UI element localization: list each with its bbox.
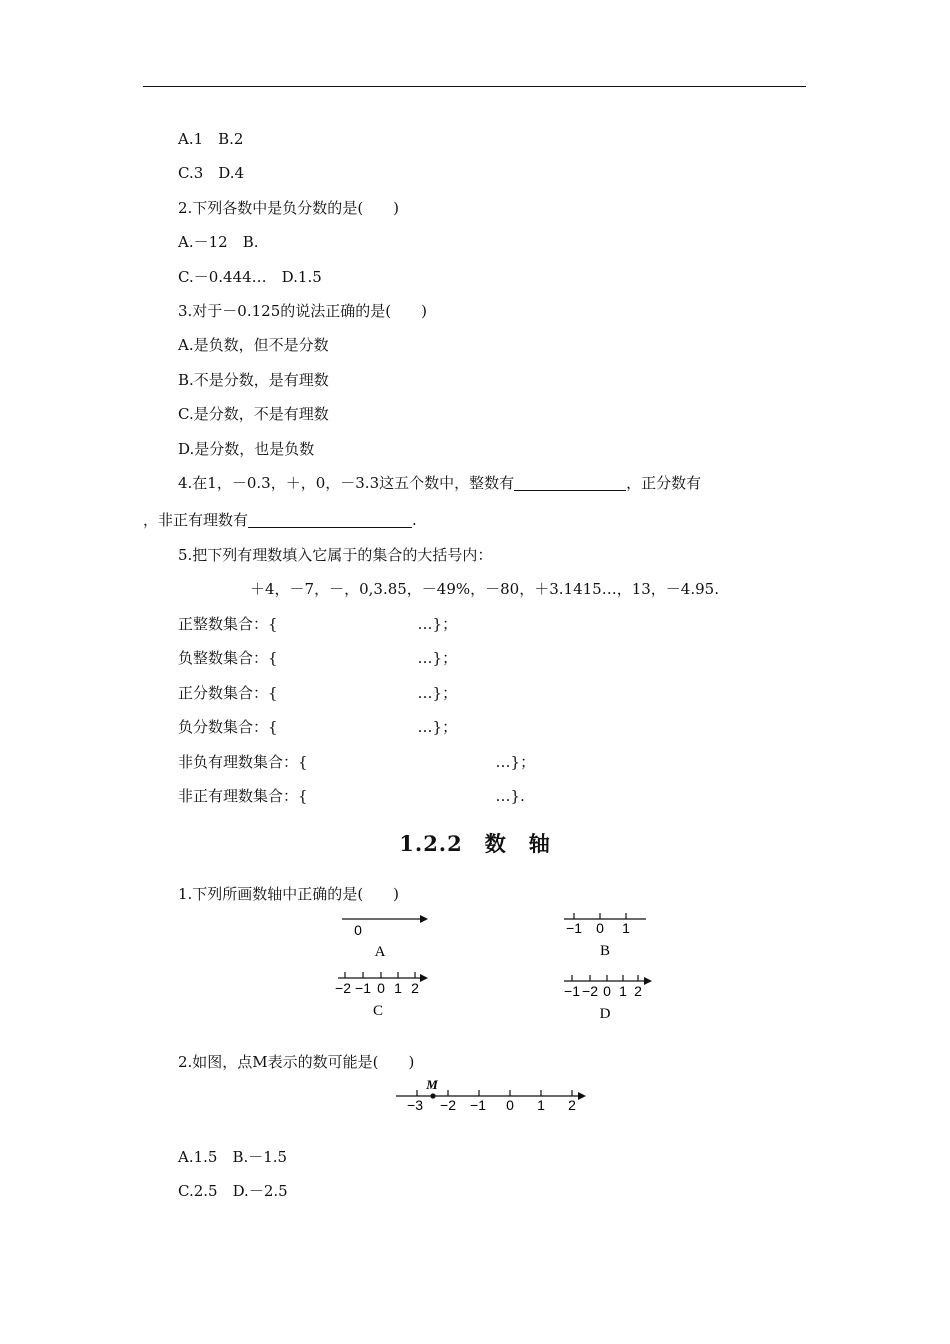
tick-label: 0 <box>377 980 385 996</box>
s2-options-ab: A.1.5 B.－1.5 <box>178 1148 288 1166</box>
tick-label: 1 <box>622 920 630 936</box>
figure-caption: D <box>599 1006 611 1022</box>
q2-stem: 2.下列各数中是负分数的是( ) <box>178 199 400 217</box>
q4-part3: ，非正有理数有 <box>143 511 249 529</box>
point-m-dot <box>430 1093 435 1098</box>
q4-part2: ，正分数有 <box>626 474 702 492</box>
q5-stem: 5.把下列有理数填入它属于的集合的大括号内： <box>178 546 493 564</box>
tick-label: 0 <box>354 922 362 938</box>
tick-label: 0 <box>603 983 611 999</box>
set-negative-integers: 负整数集合：{ …}； <box>178 649 458 667</box>
tick-label: 2 <box>411 980 419 996</box>
tick-label: −2 <box>440 1097 456 1113</box>
q4-line2 <box>143 510 417 530</box>
axis-figure-a <box>336 908 436 964</box>
tick-label: −2 <box>582 983 598 999</box>
axis-arrow-icon <box>420 974 428 982</box>
set-negative-fractions: 负分数集合：{ …}； <box>178 718 458 736</box>
prev-question-options-ab: A.1 B.2 <box>178 130 244 148</box>
tick-label: 1 <box>537 1097 545 1113</box>
q4-end: . <box>412 511 417 529</box>
q4-part1: 4.在1，－0.3，＋，0，－3.3这五个数中，整数有 <box>178 474 515 492</box>
tick-label: −1 <box>564 983 580 999</box>
q2-options-ab: A.－12 B. <box>178 233 259 251</box>
set-positive-integers: 正整数集合：{ …}； <box>178 615 458 633</box>
tick-label: −1 <box>566 920 582 936</box>
figure-caption: A <box>374 944 386 960</box>
s2-stem: 2.如图，点M表示的数可能是( ) <box>178 1053 415 1071</box>
figure-caption: C <box>372 1003 384 1019</box>
q5-numbers: ＋4，－7，－，0,3.85，－49%，－80，＋3.1415…，13，－4.95. <box>250 580 719 598</box>
q4-line1 <box>178 473 701 493</box>
axis-arrow-icon <box>420 915 428 923</box>
tick-label: 0 <box>506 1097 514 1113</box>
q4-blank-integers[interactable] <box>514 474 626 491</box>
tick-label: 1 <box>394 980 402 996</box>
axis-figure-b <box>560 908 656 964</box>
axis-figure-m <box>392 1078 592 1118</box>
tick-label: 0 <box>596 920 604 936</box>
point-m-label: M <box>426 1078 438 1092</box>
q3-option-a: A.是负数，但不是分数 <box>178 336 329 354</box>
tick-label: −1 <box>355 980 371 996</box>
q3-option-c: C.是分数，不是有理数 <box>178 405 329 423</box>
axis-arrow-icon <box>644 977 652 985</box>
set-positive-fractions: 正分数集合：{ …}； <box>178 684 458 702</box>
header-rule <box>143 86 806 87</box>
s1-stem: 1.下列所画数轴中正确的是( ) <box>178 885 400 903</box>
tick-label: 2 <box>634 983 642 999</box>
section-number: 1.2.2 <box>399 831 463 856</box>
tick-label: −1 <box>470 1097 486 1113</box>
axis-figure-c <box>332 968 436 1024</box>
axis-arrow-icon <box>578 1092 586 1100</box>
q3-stem: 3.对于－0.125的说法正确的是( ) <box>178 302 427 320</box>
section-title <box>0 828 950 858</box>
s2-options-cd: C.2.5 D.－2.5 <box>178 1182 288 1200</box>
figure-caption: B <box>599 943 611 959</box>
q4-blank-nonpositive[interactable] <box>248 511 412 528</box>
tick-label: 1 <box>619 983 627 999</box>
section-name: 数 轴 <box>484 831 551 856</box>
prev-question-options-cd: C.3 D.4 <box>178 164 245 182</box>
tick-label: −3 <box>407 1097 423 1113</box>
q3-option-b: B.不是分数，是有理数 <box>178 371 329 389</box>
q2-options-cd: C.－0.444… D.1.5 <box>178 268 322 286</box>
tick-label: 2 <box>568 1097 576 1113</box>
tick-label: −2 <box>335 980 351 996</box>
q3-option-d: D.是分数，也是负数 <box>178 440 315 458</box>
set-nonnegative-rationals: 非负有理数集合：{ …}； <box>178 753 536 771</box>
set-nonpositive-rationals: 非正有理数集合：{ …}. <box>178 787 525 805</box>
axis-figure-d <box>560 970 660 1026</box>
